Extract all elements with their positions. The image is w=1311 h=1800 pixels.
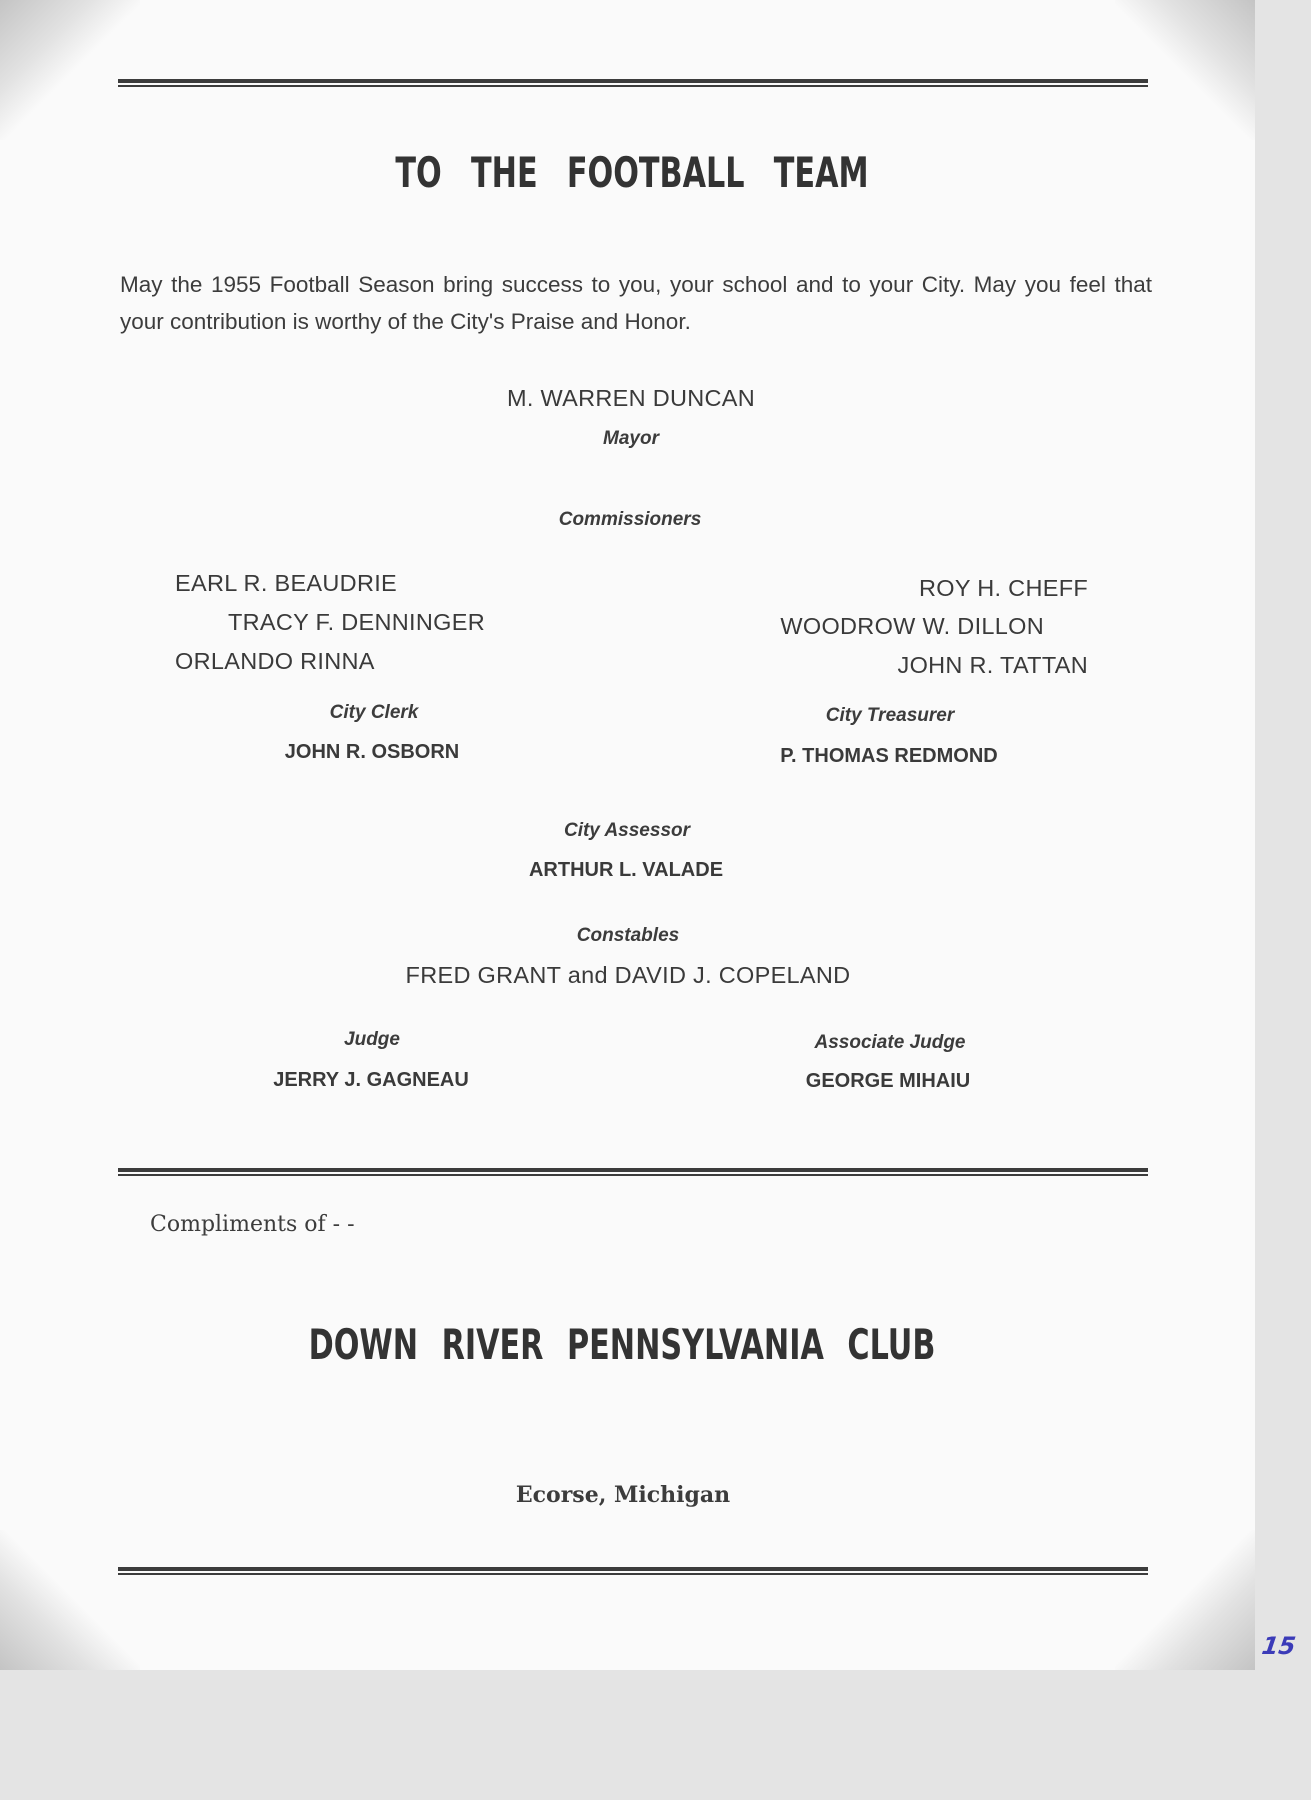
judge-name: JERRY J. GAGNEAU [273,1069,469,1091]
city-assessor-name: ARTHUR L. VALADE [528,859,724,881]
commissioner-name: EARL R. BEAUDRIE [175,570,398,596]
commissioner-name: ORLANDO RINNA [175,648,375,674]
middle-divider [118,1168,1148,1177]
message-paragraph: May the 1955 Football Season bring success to you, your school and to your City. May you feel that your contribution is worthy of the City's Praise and Honor. [120,272,1152,334]
mayor-title: Mayor [603,428,659,449]
constables-title: Constables [576,925,680,946]
page-headline: TO THE FOOTBALL TEAM [395,148,869,197]
top-divider [118,79,1148,88]
city-treasurer-title: City Treasurer [825,705,955,726]
associate-judge-name: GEORGE MIHAIU [805,1070,971,1092]
corner-shadow [1115,1530,1255,1670]
commissioner-name: TRACY F. DENNINGER [228,609,485,635]
city-clerk-name: JOHN R. OSBORN [284,741,460,763]
corner-shadow [1115,0,1255,140]
bottom-divider [118,1567,1148,1576]
corner-shadow [0,1530,140,1670]
sponsor-location: Ecorse, Michigan [515,1482,731,1508]
associate-judge-title: Associate Judge [814,1032,966,1053]
city-clerk-title: City Clerk [329,702,419,723]
judge-title: Judge [344,1029,400,1050]
mayor-name: M. WARREN DUNCAN [506,385,756,411]
commissioner-name: JOHN R. TATTAN [897,652,1088,678]
page-number: 15 [1260,1632,1298,1660]
constables-names: FRED GRANT and DAVID J. COPELAND [405,962,851,988]
sponsor-name: DOWN RIVER PENNSYLVANIA CLUB [308,1320,936,1369]
compliments-label: Compliments of - - [150,1212,355,1237]
commissioners-heading: Commissioners [558,509,702,530]
city-assessor-title: City Assessor [563,820,691,841]
commissioner-name: WOODROW W. DILLON [780,613,1044,639]
city-treasurer-name: P. THOMAS REDMOND [780,745,998,767]
commissioner-name: ROY H. CHEFF [919,575,1088,601]
corner-shadow [0,0,140,140]
